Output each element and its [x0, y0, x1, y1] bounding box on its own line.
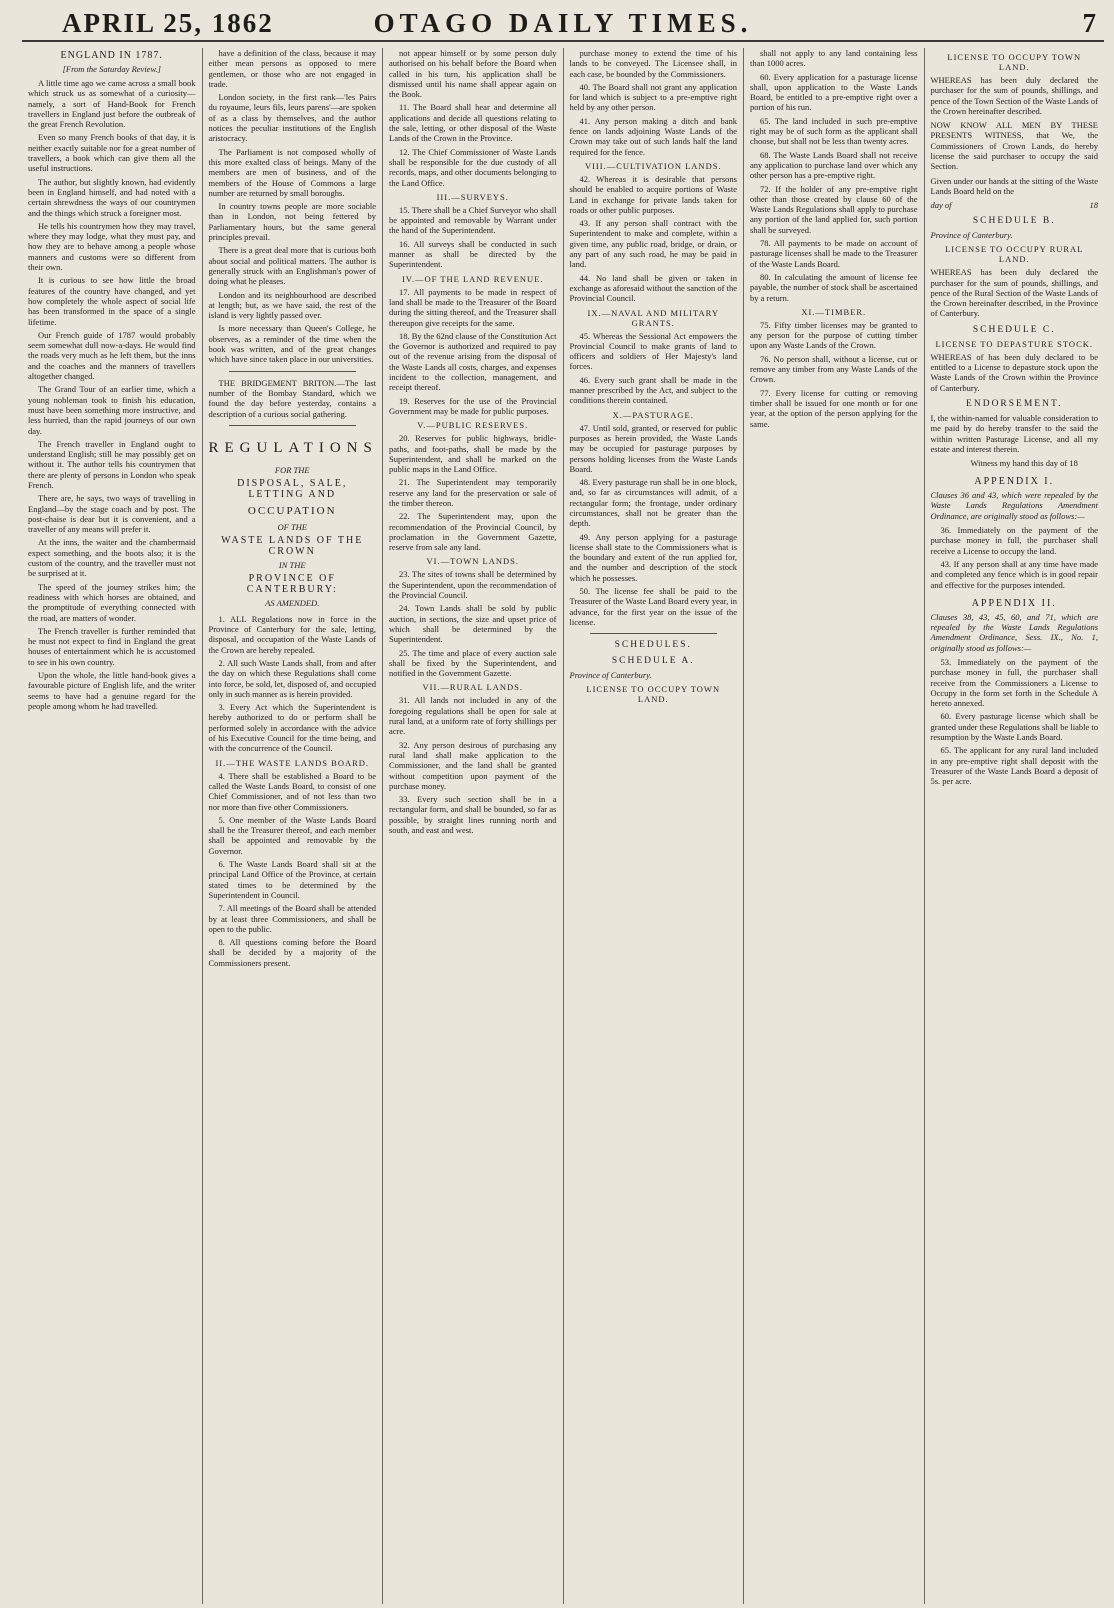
paragraph: 5. One member of the Waste Lands Board shall be the Treasurer thereof, and each member shall be appointed and removable by the Governor. [208, 814, 376, 856]
paragraph: The French traveller in England ought to understand English; still he may possibly get on without it. The author tells his countrymen that there are plenty of persons in London who speak French. [28, 438, 196, 490]
paragraph: 49. Any person applying for a pasturage license shall state to the Commissioners what is the boundary and extent of the run applied for, and the number and description of the stock which he possesses. [569, 531, 737, 583]
timber-body [750, 320, 918, 429]
paragraph: 47. Until sold, granted, or reserved for public purposes as herein provided, the Waste Lands may be occupied for pasturage purposes by persons holding licenses from the Waste Lands Board. [569, 422, 737, 474]
section-heading: IX.—NAVAL AND MILITARY GRANTS. [587, 307, 719, 328]
paragraph: A little time ago we came across a small book which struck us as somewhat of a curiosity—namely, a sort of Hand-Book for French travellers in England just before the outbreak of the great French Revolution. [28, 78, 196, 130]
section-heading: VIII.—CULTIVATION LANDS. [584, 160, 722, 171]
endorsement-heading: ENDORSEMENT. [966, 398, 1063, 409]
paragraph: At the inns, the waiter and the chambermaid expect something, and the boots also; it is the custom of the country, and the traveller must not be surprised at it. [28, 537, 196, 579]
paragraph: 68. The Waste Lands Board shall not receive any application to purchase land over which any other person has a pre-emptive right. [750, 149, 918, 181]
paragraph: 17. All payments to be made in respect of land shall be made to the Treasurer of the Board during the sitting thereof, and the Treasurer shall thereupon give receipts for the same. [389, 286, 557, 328]
paragraph: 53. Immediately on the payment of the purchase money in full, the purchaser shall receive from the Commissioners a License to Occupy in the form set forth in the Schedule A hereto annexed. [930, 656, 1098, 709]
regulations-title-block [209, 440, 377, 608]
article-heading: ENGLAND IN 1787. [60, 50, 163, 61]
appendix-i-heading: APPENDIX I. [974, 476, 1055, 488]
paragraph: 12. The Chief Commissioner of Waste Lands shall be responsible for the due custody of all records, maps, and other documents belonging to the Land Office. [389, 146, 557, 188]
appendix-ii-heading: APPENDIX II. [971, 597, 1057, 609]
licence-heading: LICENSE TO DEPASTURE STOCK. [935, 338, 1093, 349]
regulations-continued [750, 48, 918, 303]
witness-line: Witness my hand this day of 18 [970, 458, 1078, 469]
town-lands-body [389, 569, 557, 678]
schedule-a-heading: SCHEDULE A. [611, 656, 695, 667]
paragraph: 23. The sites of towns shall be determined by the Superintendent, upon the recommendation of the Provincial Council. [389, 569, 557, 601]
paragraph: 65. The land included in such pre-emptive right may be of such form as the applicant shall choose, but shall not be less than twenty acres. [750, 115, 918, 147]
paragraph: 4. There shall be established a Board to be called the Waste Lands Board, to consist of one Chief Commissioner, and of not less than two nor more than five other Commissioners. [208, 770, 376, 812]
section-heading: XI.—TIMBER. [801, 306, 867, 317]
paragraph: 48. Every pasturage run shall be in one block, and, so far as circumstances will admit, of a rectangular form; the frontage, under ordinary circumstances, shall not be greater than the depth. [569, 477, 737, 529]
board-body [209, 771, 377, 968]
section-heading: II.—THE WASTE LANDS BOARD. [215, 757, 370, 768]
article-source: [From the Saturday Review.] [62, 64, 161, 74]
section-heading: X.—PASTURAGE. [612, 409, 694, 420]
paragraph: 20. Reserves for public highways, bridle-paths, and foot-paths, shall be made by the Superintendent, and shall be marked on the public maps in the Land Office. [389, 433, 557, 475]
cultivation-body [570, 174, 738, 304]
paragraph: 44. No land shall be given or taken in exchange as aforesaid without the sanction of the Provincial Council. [569, 272, 737, 304]
paragraph: 18. By the 62nd clause of the Constitution Act the Governor is authorized and required to pay out of the revenue arising from the disposal of the Waste Lands all costs, charges, and expenses incident to the collection, management, and receipt thereof. [389, 330, 557, 393]
paragraph: 3. Every Act which the Superintendent is hereby authorized to do or perform shall be performed solely in accordance with the advice of his Executive Council for the time being, and with the concurrence of the Council. [208, 702, 376, 754]
regulations-continued [570, 48, 738, 157]
paragraph: 78. All payments to be made on account of pasturage licenses shall be made to the Treasurer of the Waste Lands Board. [750, 238, 918, 269]
appendix-ii-body [931, 657, 1099, 787]
paragraph: 24. Town Lands shall be sold by public auction, in sections, the size and upset price of which shall be determined by the Superintendent. [389, 603, 557, 645]
licence-heading: LICENSE TO OCCUPY TOWN LAND. [947, 52, 1082, 72]
form-text: I, the within-named for valuable consideration to me paid by do hereby transfer to the said the within written Pasturage License, and all my estate and interest therein. [930, 412, 1098, 454]
paragraph: Our French guide of 1787 would probably seem somewhat dull now-a-days. He would find the roads very much as he left them, but the inns and the coaches and the manners of travellers altogether changed. [28, 329, 196, 382]
paragraph: 32. Any person desirous of purchasing any rural land shall make application to the Commissioner, and the land shall be granted without competition upon payment of the purchase money. [389, 739, 557, 791]
paragraph: 25. The time and place of every auction sale shall be fixed by the Superintendent, and notified in the Government Gazette. [389, 647, 557, 679]
paragraph: 15. There shall be a Chief Surveyor who shall be appointed and removable by Warrant under the hand of the Superintendent. [389, 204, 557, 236]
paragraph: There is a great deal more that is curious both about social and political matters. The author is generally struck with an Englishman's power of doing what he pleases. [208, 245, 376, 287]
divider [229, 371, 357, 372]
regulations-of-the: OF THE [277, 521, 307, 532]
paragraph: 77. Every license for cutting or removing timber shall be issued for one month or for one year, at the option of the person applying for the same. [750, 387, 918, 429]
divider [229, 425, 357, 426]
paragraph: 76. No person shall, without a license, cut or remove any timber from any Waste Lands of the Crown. [750, 353, 918, 385]
column-2 [203, 48, 384, 1604]
regulations-in-the: IN THE [278, 559, 306, 570]
section-heading: IV.—OF THE LAND REVENUE. [401, 273, 544, 284]
column-3 [383, 48, 564, 1604]
province-label: Province of Canterbury. [569, 670, 652, 681]
paragraph: It is curious to see how little the broad features of the country have changed, and yet how completely the whole aspect of social life has been transformed in the space of a single lifetime. [28, 275, 196, 327]
paragraph: The Parliament is not composed wholly of this more exalted class of beings. Many of the members are men of business, and of the members of the House of Commons a large number are returned by small boroughs. [208, 146, 376, 198]
column-4 [564, 48, 745, 1604]
revenue-body [389, 287, 557, 417]
section-heading: VII.—RURAL LANDS. [422, 682, 523, 693]
paragraph: He tells his countrymen how they may travel, where they may lodge, what they must pay, and how they are to behave among a people whose manners and customs were so different from their own. [28, 220, 196, 273]
column-6 [925, 48, 1105, 1604]
paragraph: 33. Every such section shall be in a rectangular form, and shall be bounded, so far as possible, by straight lines running north and south, and east and west. [389, 794, 557, 835]
regulations-waste-lands: WASTE LANDS OF THE CROWN [221, 534, 364, 557]
column-5 [744, 48, 925, 1604]
form-text: NOW KNOW ALL MEN BY THESE PRESENTS WITNESS, that We, the Commissioners of Crown Lands, do hereby license the said purchaser to occupy the said Section. [930, 120, 1098, 172]
reserves-body [389, 433, 557, 552]
paragraph: 22. The Superintendent may, upon the recommendation of the Provincial Council, by proclamation in the Government Gazette, reserve from sale any land. [389, 511, 557, 553]
section-heading: III.—SURVEYS. [436, 191, 509, 202]
issue-date: APRIL 25, 1862 [62, 8, 274, 38]
paragraph: 50. The license fee shall be paid to the Treasurer of the Waste Land Board every year, in advance, for the first year on the issue of the license. [569, 586, 737, 627]
columns [22, 48, 1104, 1604]
paragraph: 31. All lands not included in any of the foregoing regulations shall be open for sale at rural land, at a uniform rate of forty shillings per acre. [389, 695, 557, 737]
paragraph: 65. The applicant for any rural land included in any pre-emptive right shall deposit with the Treasurer of the Waste Lands Board a deposit of 5s. per acre. [930, 745, 1098, 787]
paragraph: 42. Whereas it is desirable that persons should be enabled to acquire portions of Waste Land in exchange for private lands taken for roads or other public purposes. [569, 173, 737, 215]
paragraph: The French traveller is further reminded that he must not expect to find in England the great houses of entertainment which he is accustomed to see in his own country. [28, 625, 196, 667]
paragraph: Even so many French books of that day, it is neither exactly suitable nor for a great number of travellers, a book which can give them all the useful instructions. [28, 132, 196, 174]
paragraph: 72. If the holder of any pre-emptive right other than those created by clause 60 of the Waste Lands Regulations shall apply to purchase any portion of the land applied for, such portion shall be surveyed. [750, 183, 918, 235]
form-row [931, 230, 1099, 240]
licence-heading: LICENSE TO OCCUPY RURAL LAND. [945, 244, 1084, 265]
paragraph: not appear himself or by some person duly authorised on his behalf before the Board when called in his turn, his application shall be dismissed until his name shall appear again on the Book. [389, 48, 557, 100]
newspaper-title: OTAGO DAILY TIMES. [373, 8, 753, 38]
section-heading: V.—PUBLIC RESERVES. [417, 420, 529, 431]
paragraph: Upon the whole, the little hand-book gives a favourable picture of English life, and the writer seems to have had a genuine regard for the people among whom he had travelled. [28, 670, 196, 711]
column-1 [22, 48, 203, 1604]
paragraph: purchase money to extend the time of his lands to be conveyed. The Licensee shall, in each case, be bounded by the Commissioners. [569, 48, 737, 79]
regulations-title: REGULATIONS [208, 439, 378, 456]
form-row [570, 670, 738, 680]
form-text: WHEREAS has been duly declared the purchaser for the sum of pounds, shillings, and pence of the Town Section of the Waste Lands of the Crown hereinafter described. [930, 75, 1098, 116]
form-row [931, 200, 1099, 210]
paragraph: 1. ALL Regulations now in force in the Province of Canterbury for the sale, letting, disposal, and occupation of the Waste Lands of the Crown are hereby repealed. [208, 613, 376, 655]
paragraph: 60. Every application for a pasturage license shall, upon application to the Waste Lands Board, be entitled to a pre-emptive right over a portion of his run. [750, 71, 918, 113]
regulations-disposal: DISPOSAL, SALE, LETTING AND [237, 477, 348, 500]
appendix-note: Clauses 36 and 43, which were repealed by the Waste Lands Regulations Amendment Ordinance, are originally stood as follows:— [930, 490, 1098, 521]
article-body [28, 78, 196, 711]
day-of-label: day of [930, 200, 952, 211]
paragraph: 40. The Board shall not grant any application for land which is subject to a pre-emptive right held by any other person. [569, 81, 737, 113]
paragraph: shall not apply to any land containing less than 1000 acres. [750, 48, 918, 69]
naval-body [570, 331, 738, 406]
form-text: WHEREAS has been duly declared the purchaser for the sum of pounds, shillings, and pence of the Rural Section of the Waste Lands of the Crown hereinafter described, in the Province of Canterbury. [930, 267, 1098, 319]
surveys-body [389, 205, 557, 270]
schedule-b-heading: SCHEDULE B. [972, 216, 1056, 227]
paragraph: 41. Any person making a ditch and bank fence on lands adjoining Waste Lands of the Crown may take out of such lands half the land required for the fence. [569, 115, 737, 157]
paragraph: London society, in the first rank—'les Pairs du royaume, leurs fils, leurs parens'—are spoken of as a class by themselves, and the author notices the peculiar institutions of the English aristocracy. [208, 92, 376, 144]
paragraph: Is more necessary than Queen's College, he observes, as a reminder of the time when the book was written, and of the great changes which have since taken place in our universities. [208, 323, 376, 365]
regulations-province: PROVINCE OF CANTERBURY: [246, 572, 338, 595]
province-label: Province of Canterbury. [930, 230, 1013, 241]
paragraph: 7. All meetings of the Board shall be attended by at least three Commissioners, and shall be open to the public. [208, 903, 376, 934]
paragraph: 46. Every such grant shall be made in the manner prescribed by the Act, and subject to the conditions therein contained. [569, 374, 737, 406]
regulations-for: FOR THE [274, 464, 310, 475]
paragraph: In country towns people are more sociable than in London, not being fettered by Parliamentary hours, but the same general principles prevail. [208, 201, 376, 243]
divider [590, 633, 718, 634]
paragraph: 43. If any person shall contract with the Superintendent to make and complete, within a given time, any public road, bridge, or drain, or any part of any such road, he may be paid in land. [569, 218, 737, 270]
paragraph: 80. In calculating the amount of license fee payable, the number of stock shall be ascertained by a return. [750, 271, 918, 303]
paragraph: 45. Whereas the Sessional Act empowers the Provincial Council to make grants of land to officers and soldiers of Her Majesty's land forces. [569, 330, 737, 372]
paragraph: 2. All such Waste Lands shall, from and after the day on which these Regulations shall come into force, be sold, let, disposed of, and occupied only in such manner as is herein provided. [208, 657, 376, 699]
appendix-note: Clauses 38, 43, 45, 60, and 71, which are repealed by the Waste Lands Regulations Amendment Ordinance, Sess. IX., No. 1, originally stood as follows:— [930, 611, 1098, 653]
form-text: Given under our hands at the sitting of the Waste Lands Board held on the [930, 175, 1098, 196]
paragraph: There are, he says, two ways of travelling in England—by the stage coach and by post. The post-chaise is dear but it is convenient, and a traveller of any means will prefer it. [28, 493, 196, 535]
paragraph: London and its neighbourhood are described at length; but, as we have said, the rest of the island is very lightly passed over. [208, 289, 376, 321]
paragraph: 75. Fifty timber licenses may be granted to any person for the purpose of cutting timber upon any Waste Lands of the Crown. [750, 319, 918, 351]
paragraph: The Grand Tour of an earlier time, which a young nobleman took to finish his education, must have been something more instructive, and less hurried, than the rapid journeys of our own day. [28, 384, 196, 436]
appendix-i-body [931, 525, 1099, 590]
section-heading: VI.—TOWN LANDS. [426, 556, 520, 567]
schedule-c-heading: SCHEDULE C. [972, 324, 1056, 335]
paragraph: 36. Immediately on the payment of the purchase money in full, the purchaser shall receive a License to occupy the land. [930, 525, 1098, 556]
regulations-amended: AS AMENDED. [265, 597, 320, 608]
paragraph: The author, but slightly known, had evidently been in England himself, and had noted with a certain shrewdness the ways of our countrymen and the things which struck a foreigner most. [28, 176, 196, 218]
form-text: WHEREAS of has been duly declared to be entitled to a License to depasture stock upon the Waste Lands of the Crown within the Province of Canterbury. [930, 351, 1098, 393]
regulations-continued [389, 48, 557, 188]
licence-heading: LICENSE TO OCCUPY TOWN LAND. [586, 684, 721, 705]
paragraph: 16. All surveys shall be conducted in such manner as shall be directed by the Superintendent. [389, 238, 557, 270]
paragraph: 19. Reserves for the use of the Provincial Government may be made for public purposes. [389, 395, 557, 416]
article-continued [209, 48, 377, 365]
masthead [22, 6, 1104, 42]
paragraph: 8. All questions coming before the Board shall be decided by a majority of the Commissioners present. [208, 937, 376, 968]
paragraph: 43. If any person shall at any time have made and completed any fence which is in good repair and effective for the purposes intended. [930, 558, 1098, 590]
regulations-occupation: OCCUPATION [247, 504, 337, 517]
pasturage-body [570, 423, 738, 628]
paragraph: 60. Every pasturage license which shall be granted under these Regulations shall be liable to resumption by the Waste Lands Board. [930, 711, 1098, 743]
paragraph: 11. The Board shall hear and determine all applications and decide all questions relating to the sale, letting, or other disposal of the Waste Lands of the Crown in the Province. [389, 102, 557, 144]
paragraph: 21. The Superintendent may temporarily reserve any land for the preservation or sale of the timber thereon. [389, 477, 557, 508]
paragraph: have a definition of the class, because it may either mean persons as opposed to mere gentlemen, or those who are not engaged in trade. [208, 48, 376, 89]
rural-lands-body [389, 695, 557, 835]
paragraph: The speed of the journey strikes him; the readiness with which horses are obtained, and the promptitude of everything connected with the road, are matters of wonder. [28, 581, 196, 623]
year-label: 18 [1089, 200, 1098, 211]
page-number: 7 [1082, 8, 1096, 38]
schedules-heading: SCHEDULES. [614, 640, 692, 651]
news-notice: THE BRIDGEMENT BRITON.—The last number of the Bombay Standard, which we found the day before yesterday, contains a description of a curious social gathering. [208, 377, 376, 419]
paragraph: 6. The Waste Lands Board shall sit at the principal Land Office of the Province, at certain stated times to be determined by the Superintendent in Council. [208, 859, 376, 900]
regulations-body [209, 614, 377, 754]
